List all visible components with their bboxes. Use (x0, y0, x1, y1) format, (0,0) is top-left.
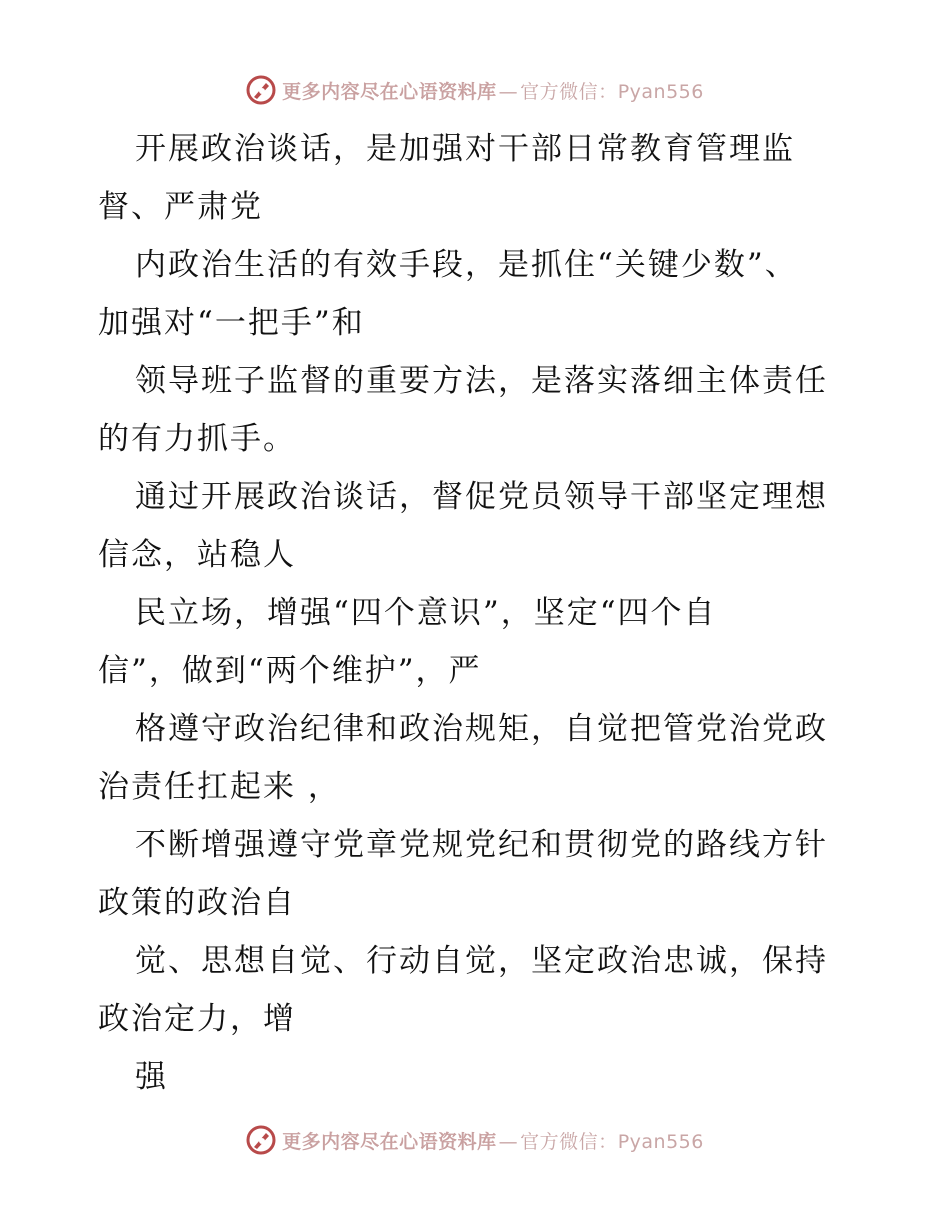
footer-dash: — (498, 1130, 519, 1153)
body-line: 不断增强遵守党章党规党纪和贯彻党的路线方针 (135, 827, 828, 863)
body-line: 领导班子监督的重要方法，是落实落细主体责任 (135, 363, 828, 399)
pen-logo-icon (246, 75, 276, 105)
header-wechat-id: Pyan556 (617, 80, 704, 103)
pen-logo-icon (246, 1125, 276, 1155)
header-site-text: 更多内容尽在心语资料库 (282, 80, 497, 103)
header-dash: — (498, 80, 519, 103)
footer-site-text: 更多内容尽在心语资料库 (282, 1130, 497, 1153)
body-line: 民立场，增强“四个意识”，坚定“四个自 (135, 595, 717, 631)
body-line: 内政治生活的有效手段，是抓住“关键少数”、 (135, 247, 798, 283)
body-line: 政策的政治自 (98, 885, 296, 921)
body-line: 通过开展政治谈话，督促党员领导干部坚定理想 (135, 479, 828, 515)
header-banner (0, 72, 950, 108)
header-wechat-label: 官方微信： (520, 80, 618, 103)
body-line: 信”，做到“两个维护”，严 (98, 653, 482, 689)
header-text (282, 77, 704, 104)
footer-text (282, 1127, 704, 1154)
footer-wechat-label: 官方微信： (520, 1130, 618, 1153)
body-line: 信念，站稳人 (98, 537, 296, 573)
footer-wechat-id: Pyan556 (617, 1130, 704, 1153)
body-line: 督、严肃党 (98, 189, 263, 225)
body-line: 的有力抓手。 (98, 421, 296, 457)
document-body (98, 120, 858, 1106)
body-line: 强 (135, 1059, 168, 1095)
body-line: 格遵守政治纪律和政治规矩，自觉把管党治党政 (135, 711, 828, 747)
body-line: 加强对“一把手”和 (98, 305, 365, 341)
body-line: 觉、思想自觉、行动自觉，坚定政治忠诚，保持 (135, 943, 828, 979)
body-line: 治责任扛起来 ， (98, 769, 341, 805)
body-line: 政治定力，增 (98, 1001, 296, 1037)
body-line: 开展政治谈话，是加强对干部日常教育管理监 (135, 131, 795, 167)
footer-banner (0, 1122, 950, 1158)
